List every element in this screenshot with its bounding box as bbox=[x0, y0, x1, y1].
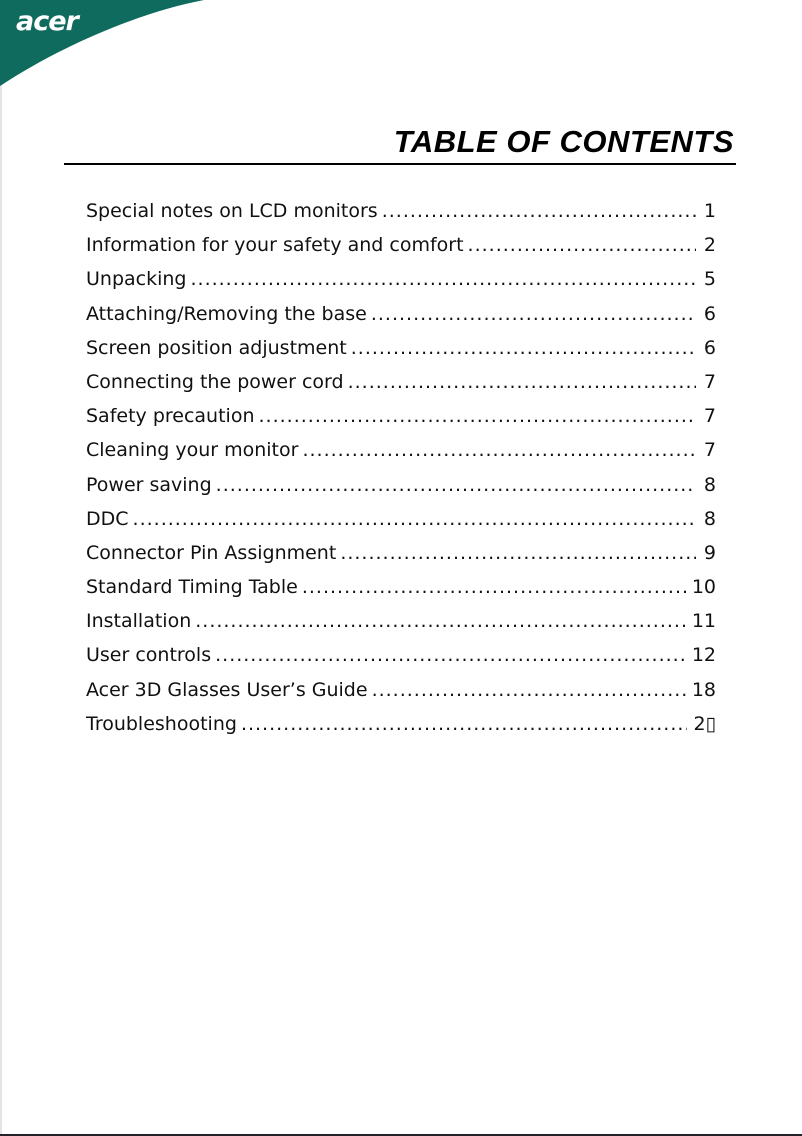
toc-entry[interactable] bbox=[86, 536, 716, 570]
toc-entry-label: Unpacking bbox=[86, 268, 187, 291]
toc-entry-label: Safety precaution bbox=[86, 405, 255, 428]
toc-entry-page: 6 bbox=[703, 302, 716, 325]
toc-entry[interactable] bbox=[86, 262, 716, 296]
dot-leader bbox=[215, 638, 686, 672]
toc-entry-label: DDC bbox=[86, 507, 129, 530]
page-edge bbox=[0, 0, 2, 1136]
toc-entry-label: Special notes on LCD monitors bbox=[86, 200, 378, 222]
toc-entry-label: Connector Pin Assignment bbox=[86, 541, 337, 564]
toc-entry-label: Power saving bbox=[86, 473, 212, 496]
toc-entry[interactable] bbox=[86, 604, 716, 638]
title-divider bbox=[64, 163, 736, 165]
toc-entry-page: 2▯ bbox=[693, 712, 716, 735]
dot-leader bbox=[348, 365, 696, 399]
toc-entry-page: 9 bbox=[703, 541, 716, 564]
toc-entry-label: Screen position adjustment bbox=[86, 336, 347, 359]
toc-entry-label: Installation bbox=[86, 610, 192, 633]
toc-entry-page: 2 bbox=[703, 234, 716, 257]
toc-entry[interactable] bbox=[86, 433, 716, 467]
dot-leader bbox=[372, 673, 686, 707]
toc-entry-label: Cleaning your monitor bbox=[86, 439, 299, 462]
toc-entry-page: 8 bbox=[703, 473, 716, 496]
dot-leader bbox=[302, 570, 686, 604]
dot-leader bbox=[468, 228, 696, 262]
dot-leader bbox=[190, 262, 696, 296]
toc-entry-page: 5 bbox=[703, 268, 716, 291]
toc-entry-page: 12 bbox=[691, 644, 716, 667]
toc-entry-page: 10 bbox=[691, 576, 716, 599]
toc-entry[interactable] bbox=[86, 228, 716, 262]
toc-entry[interactable] bbox=[86, 194, 716, 228]
toc-entry[interactable] bbox=[86, 365, 716, 399]
dot-leader bbox=[195, 604, 686, 638]
toc-entry-page: 7 bbox=[703, 370, 716, 393]
toc-entry-page: 7 bbox=[703, 439, 716, 462]
toc-entry-page: 1 bbox=[703, 200, 716, 222]
dot-leader bbox=[340, 536, 696, 570]
toc-entry-page: 7 bbox=[703, 405, 716, 428]
toc-entry-label: Connecting the power cord bbox=[86, 370, 344, 393]
dot-leader bbox=[259, 399, 697, 433]
toc-entry[interactable] bbox=[86, 399, 716, 433]
dot-leader bbox=[302, 433, 696, 467]
toc-entry[interactable] bbox=[86, 331, 716, 365]
acer-logo: acer bbox=[16, 6, 78, 37]
toc-entry-label: Acer 3D Glasses User’s Guide bbox=[86, 678, 368, 701]
dot-leader bbox=[133, 502, 696, 536]
dot-leader bbox=[382, 194, 696, 228]
page-title: TABLE OF CONTENTS bbox=[393, 124, 734, 159]
toc-entry-page: 8 bbox=[703, 507, 716, 530]
toc-entry[interactable] bbox=[86, 570, 716, 604]
toc-entry-label: Information for your safety and comfort bbox=[86, 234, 464, 257]
toc-entry[interactable] bbox=[86, 707, 716, 741]
toc-entry-page: 18 bbox=[691, 678, 716, 701]
toc-entry[interactable] bbox=[86, 468, 716, 502]
toc-entry-label: Attaching/Removing the base bbox=[86, 302, 367, 325]
dot-leader bbox=[371, 297, 696, 331]
dot-leader bbox=[241, 707, 688, 741]
toc-entry[interactable] bbox=[86, 502, 716, 536]
toc-entry[interactable] bbox=[86, 297, 716, 331]
toc-entry[interactable] bbox=[86, 638, 716, 672]
table-of-contents bbox=[86, 194, 716, 741]
dot-leader bbox=[351, 331, 696, 365]
dot-leader bbox=[216, 468, 696, 502]
toc-entry-label: Troubleshooting bbox=[86, 712, 237, 735]
toc-entry-label: User controls bbox=[86, 644, 212, 667]
toc-entry-page: 6 bbox=[703, 336, 716, 359]
toc-entry[interactable] bbox=[86, 673, 716, 707]
toc-entry-page: 11 bbox=[691, 610, 716, 633]
toc-entry-label: Standard Timing Table bbox=[86, 576, 298, 599]
